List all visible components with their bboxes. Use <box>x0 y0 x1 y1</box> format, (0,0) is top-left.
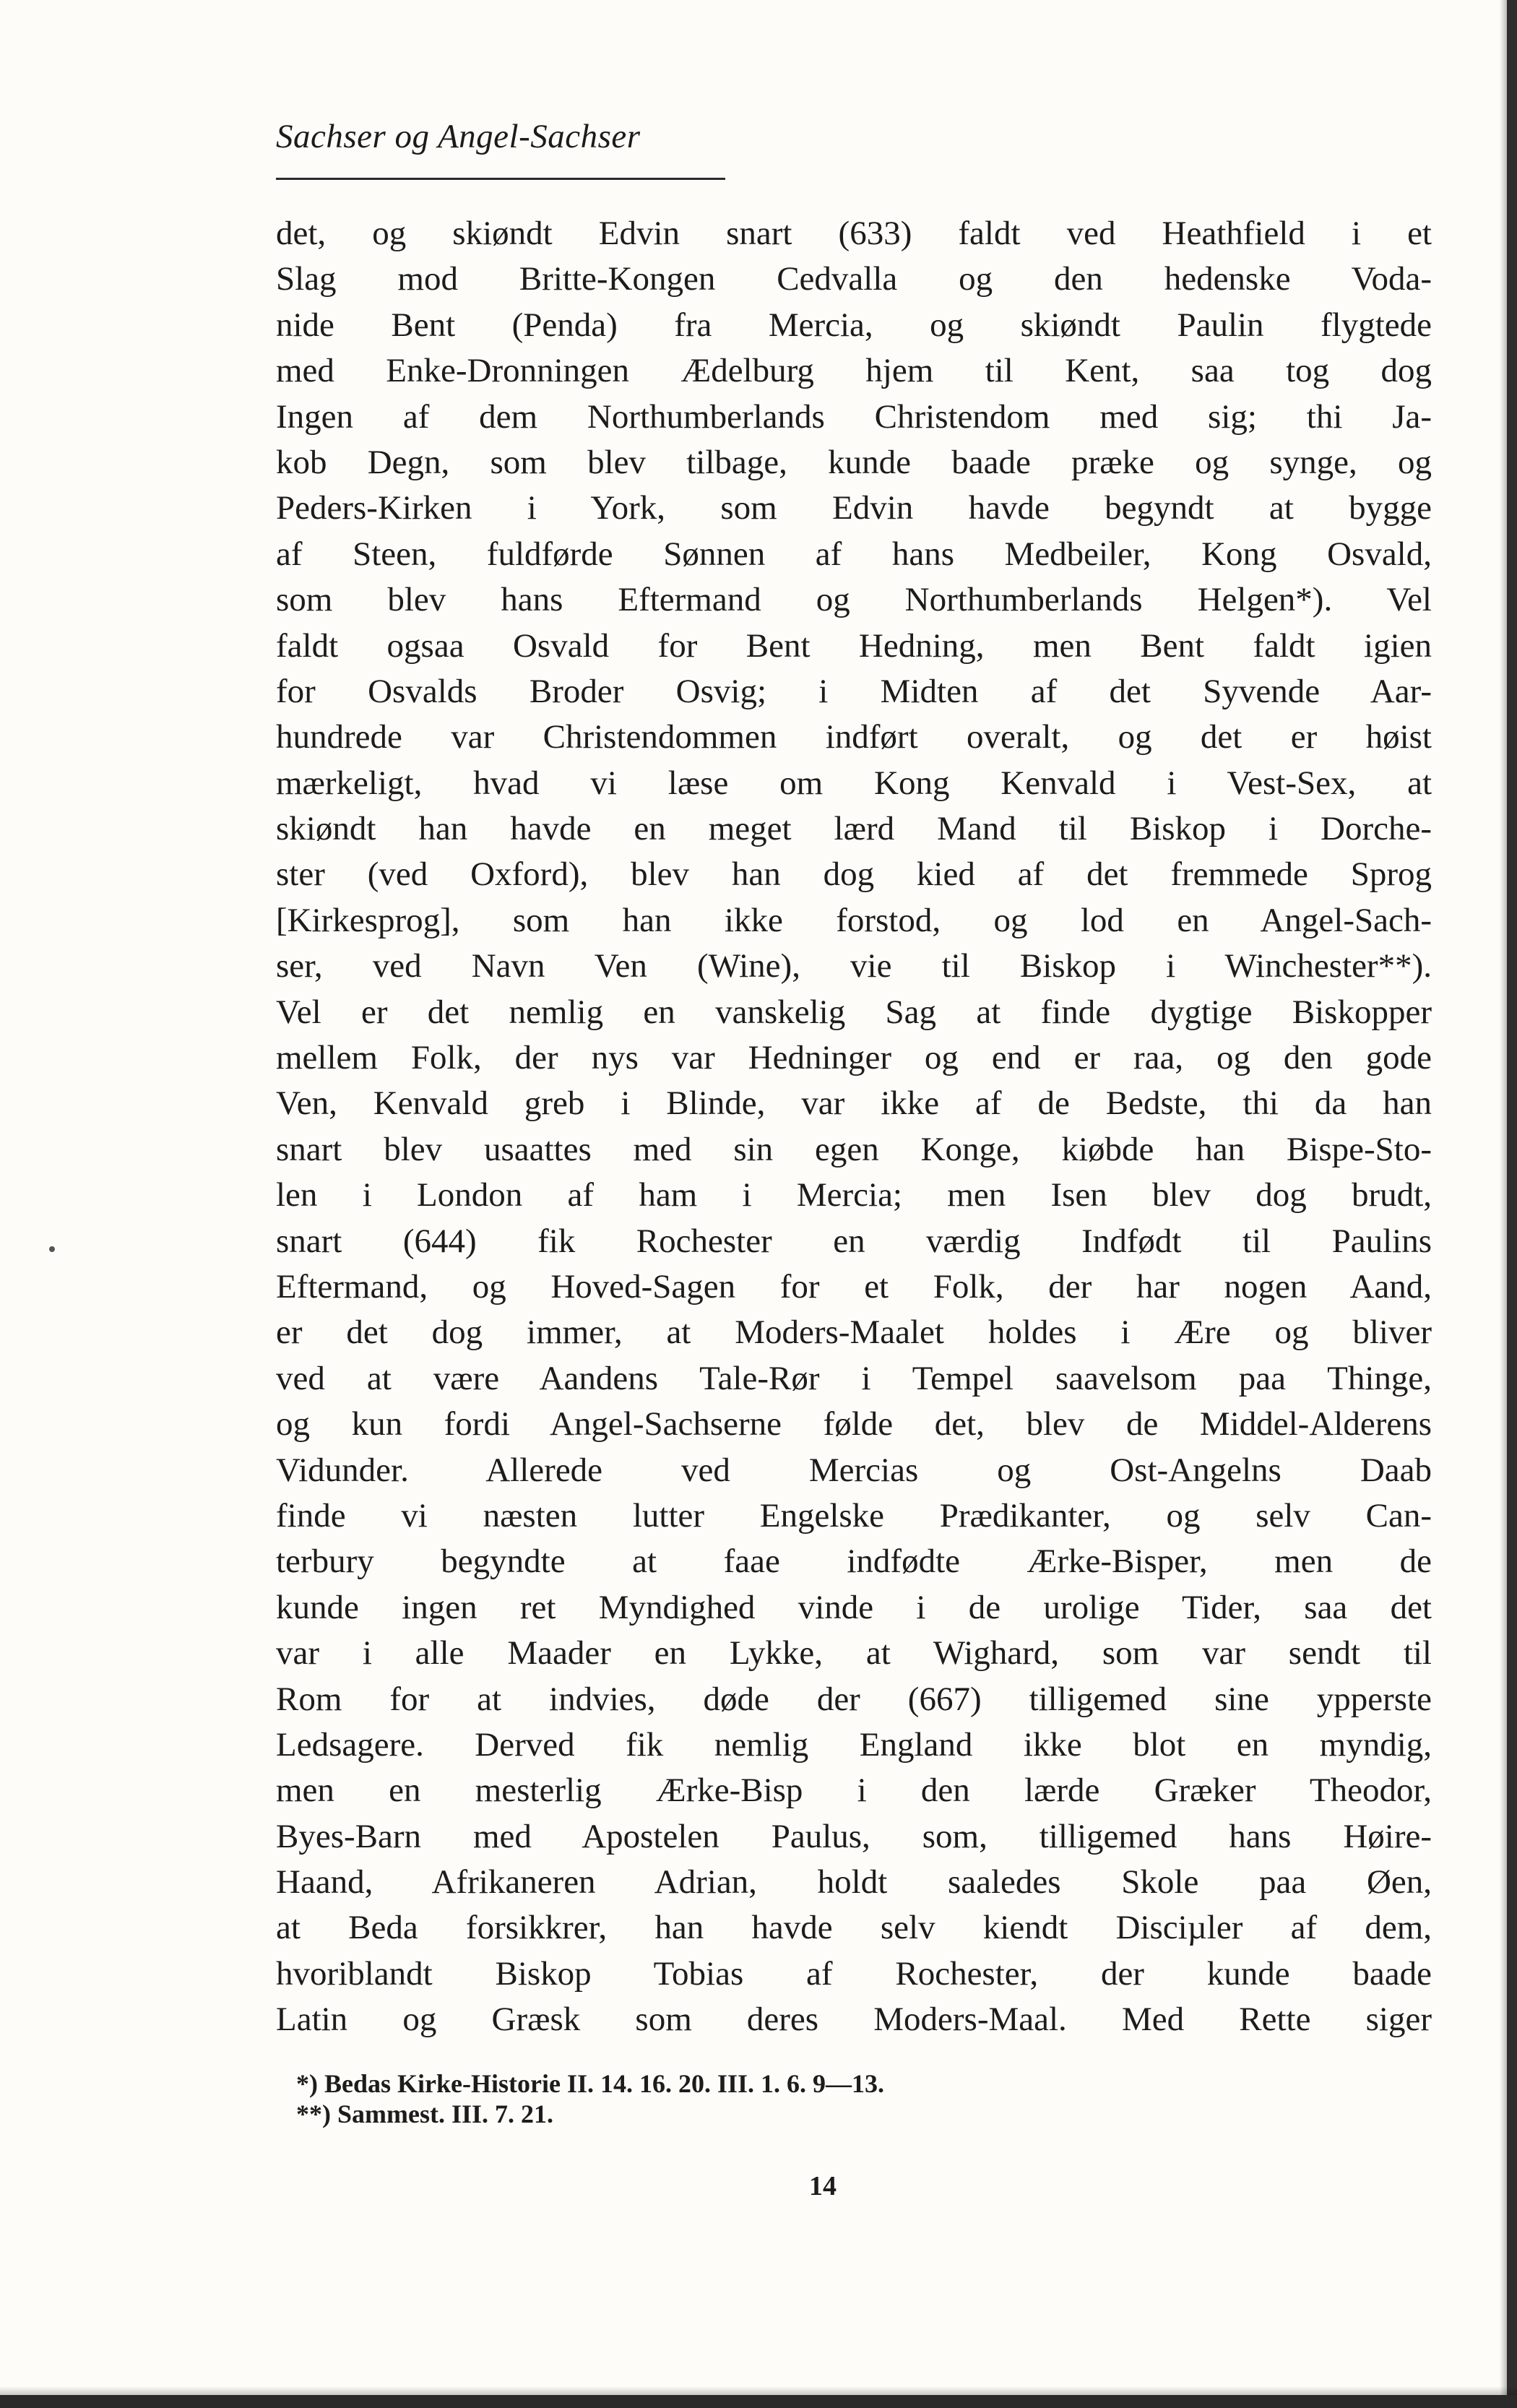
text-line: at Beda forsikkrer, han havde selv kiendt Disciµler af dem, <box>276 1909 1432 1947</box>
footnotes <box>296 2068 1163 2129</box>
text-line: hundrede var Christendommen indført overalt, og det er høist <box>276 718 1432 756</box>
text-line: mærkeligt, hvad vi læse om Kong Kenvald i Vest-Sex, at <box>276 764 1432 802</box>
scan-edge-shadow <box>1500 0 1507 2408</box>
text-line: som blev hans Eftermand og Northumberlands Helgen*). Vel <box>276 581 1432 619</box>
text-line: Eftermand, og Hoved-Sagen for et Folk, der har nogen Aand, <box>276 1267 1432 1306</box>
text-line: Haand, Afrikaneren Adrian, holdt saaledes Skole paa Øen, <box>276 1863 1432 1902</box>
text-line: ved at være Aandens Tale-Rør i Tempel saavelsom paa Thinge, <box>276 1359 1432 1397</box>
body-text <box>276 211 1432 2043</box>
text-line: faldt ogsaa Osvald for Bent Hedning, men Bent faldt igien <box>276 626 1432 665</box>
page-number: 14 <box>809 2171 837 2201</box>
text-line: mellem Folk, der nys var Hedninger og end er raa, og den gode <box>276 1039 1432 1077</box>
text-line: ster (ved Oxford), blev han dog kied af det fremmede Sprog <box>276 855 1432 894</box>
text-line: Slag mod Britte-Kongen Cedvalla og den hedenske Voda- <box>276 260 1432 298</box>
running-head: Sachser og Angel-Sachser <box>276 118 641 155</box>
text-line: Ingen af dem Northumberlands Christendom med sig; thi Ja- <box>276 397 1432 436</box>
text-line: for Osvalds Broder Osvig; i Midten af det Syvende Aar- <box>276 672 1432 710</box>
text-line: af Steen, fuldførde Sønnen af hans Medbeiler, Kong Osvald, <box>276 535 1432 573</box>
text-line: er det dog immer, at Moders-Maalet holdes i Ære og bliver <box>276 1313 1432 1352</box>
text-line: Ledsagere. Derved fik nemlig England ikke blot en myndig, <box>276 1725 1432 1764</box>
footnote: *) Bedas Kirke-Historie II. 14. 16. 20. III. 1. 6. 9—13. <box>296 2069 884 2098</box>
scan-edge-bottom <box>0 2395 1517 2408</box>
text-line: men en mesterlig Ærke-Bisp i den lærde Græker Theodor, <box>276 1772 1432 1810</box>
text-line: Peders-Kirken i York, som Edvin havde begyndt at bygge <box>276 489 1432 527</box>
text-line: og kun fordi Angel-Sachserne følde det, blev de Middel-Alderens <box>276 1405 1432 1443</box>
text-line: Vel er det nemlig en vanskelig Sag at finde dygtige Biskopper <box>276 993 1432 1031</box>
text-line: hvoriblandt Biskop Tobias af Rochester, der kunde baade <box>276 1954 1432 1993</box>
text-line: Ven, Kenvald greb i Blinde, var ikke af de Bedste, thi da han <box>276 1084 1432 1123</box>
scan-edge-right <box>1507 0 1517 2408</box>
text-line: Byes-Barn med Apostelen Paulus, som, tilligemed hans Høire- <box>276 1817 1432 1855</box>
text-line: med Enke-Dronningen Ædelburg hjem til Kent, saa tog dog <box>276 352 1432 390</box>
text-line: var i alle Maader en Lykke, at Wighard, som var sendt til <box>276 1634 1432 1673</box>
text-line: Latin og Græsk som deres Moders-Maal. Med Rette siger <box>276 2001 1432 2039</box>
text-line: skiøndt han havde en meget lærd Mand til Biskop i Dorche- <box>276 810 1432 848</box>
text-line: det, og skiøndt Edvin snart (633) faldt ved Heathfield i et <box>276 215 1432 252</box>
text-line: len i London af ham i Mercia; men Isen blev dog brudt, <box>276 1176 1432 1214</box>
scan-edge-shadow <box>0 2386 1517 2395</box>
scan-speck <box>49 1246 55 1252</box>
footnote: **) Sammest. III. 7. 21. <box>296 2100 553 2128</box>
text-line: ser, ved Navn Ven (Wine), vie til Biskop i Winchester**). <box>276 947 1432 985</box>
text-line: snart blev usaattes med sin egen Konge, kiøbde han Bispe-Sto- <box>276 1130 1432 1168</box>
text-line: terbury begyndte at faae indfødte Ærke-Bisper, men de <box>276 1542 1432 1581</box>
text-line: Rom for at indvies, døde der (667) tilligemed sine ypperste <box>276 1680 1432 1718</box>
text-line: snart (644) fik Rochester en værdig Indfødt til Paulins <box>276 1222 1432 1260</box>
text-line: [Kirkesprog], som han ikke forstod, og lod en Angel-Sach- <box>276 901 1432 939</box>
text-line: nide Bent (Penda) fra Mercia, og skiøndt Paulin flygtede <box>276 306 1432 344</box>
text-line: Vidunder. Allerede ved Mercias og Ost-Angelns Daab <box>276 1451 1432 1489</box>
text-line: kunde ingen ret Myndighed vinde i de urolige Tider, saa det <box>276 1588 1432 1626</box>
text-line: kob Degn, som blev tilbage, kunde baade præke og synge, og <box>276 443 1432 481</box>
running-head-rule <box>276 178 725 180</box>
text-line: finde vi næsten lutter Engelske Prædikanter, og selv Can- <box>276 1496 1432 1535</box>
